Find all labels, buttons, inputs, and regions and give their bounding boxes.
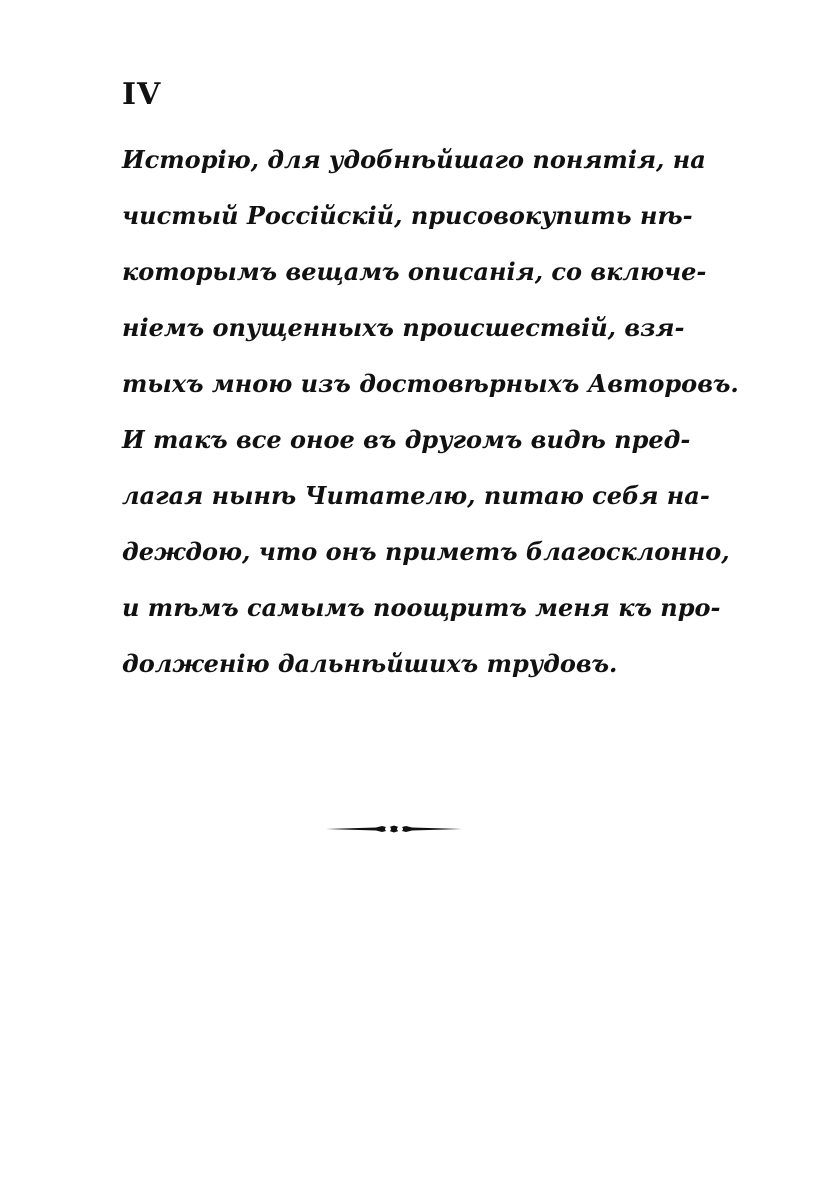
text-line: деждою, что онъ приметъ благосклонно, bbox=[122, 537, 730, 566]
decorative-rule-icon bbox=[324, 822, 464, 836]
text-line: тыхъ мною изъ достовѣрныхъ Авторовъ. bbox=[122, 369, 739, 398]
text-line: чистый Россійскій, присовокупить нѣ- bbox=[122, 201, 693, 230]
text-line: ніемъ опущенныхъ происшествій, взя- bbox=[122, 313, 685, 342]
text-line: Исторію, для удобнѣйшаго понятія, на bbox=[122, 145, 706, 174]
text-line: лагая нынѣ Читателю, питаю себя на- bbox=[122, 481, 710, 510]
page-number: IV bbox=[122, 77, 162, 112]
text-line: И такъ все оное въ другомъ видѣ пред- bbox=[122, 425, 691, 454]
text-line: и тѣмъ самымъ поощритъ меня къ про- bbox=[122, 593, 721, 622]
text-line: которымъ вещамъ описанія, со включе- bbox=[122, 257, 707, 286]
text-line: долженію дальнѣйшихъ трудовъ. bbox=[122, 649, 618, 678]
